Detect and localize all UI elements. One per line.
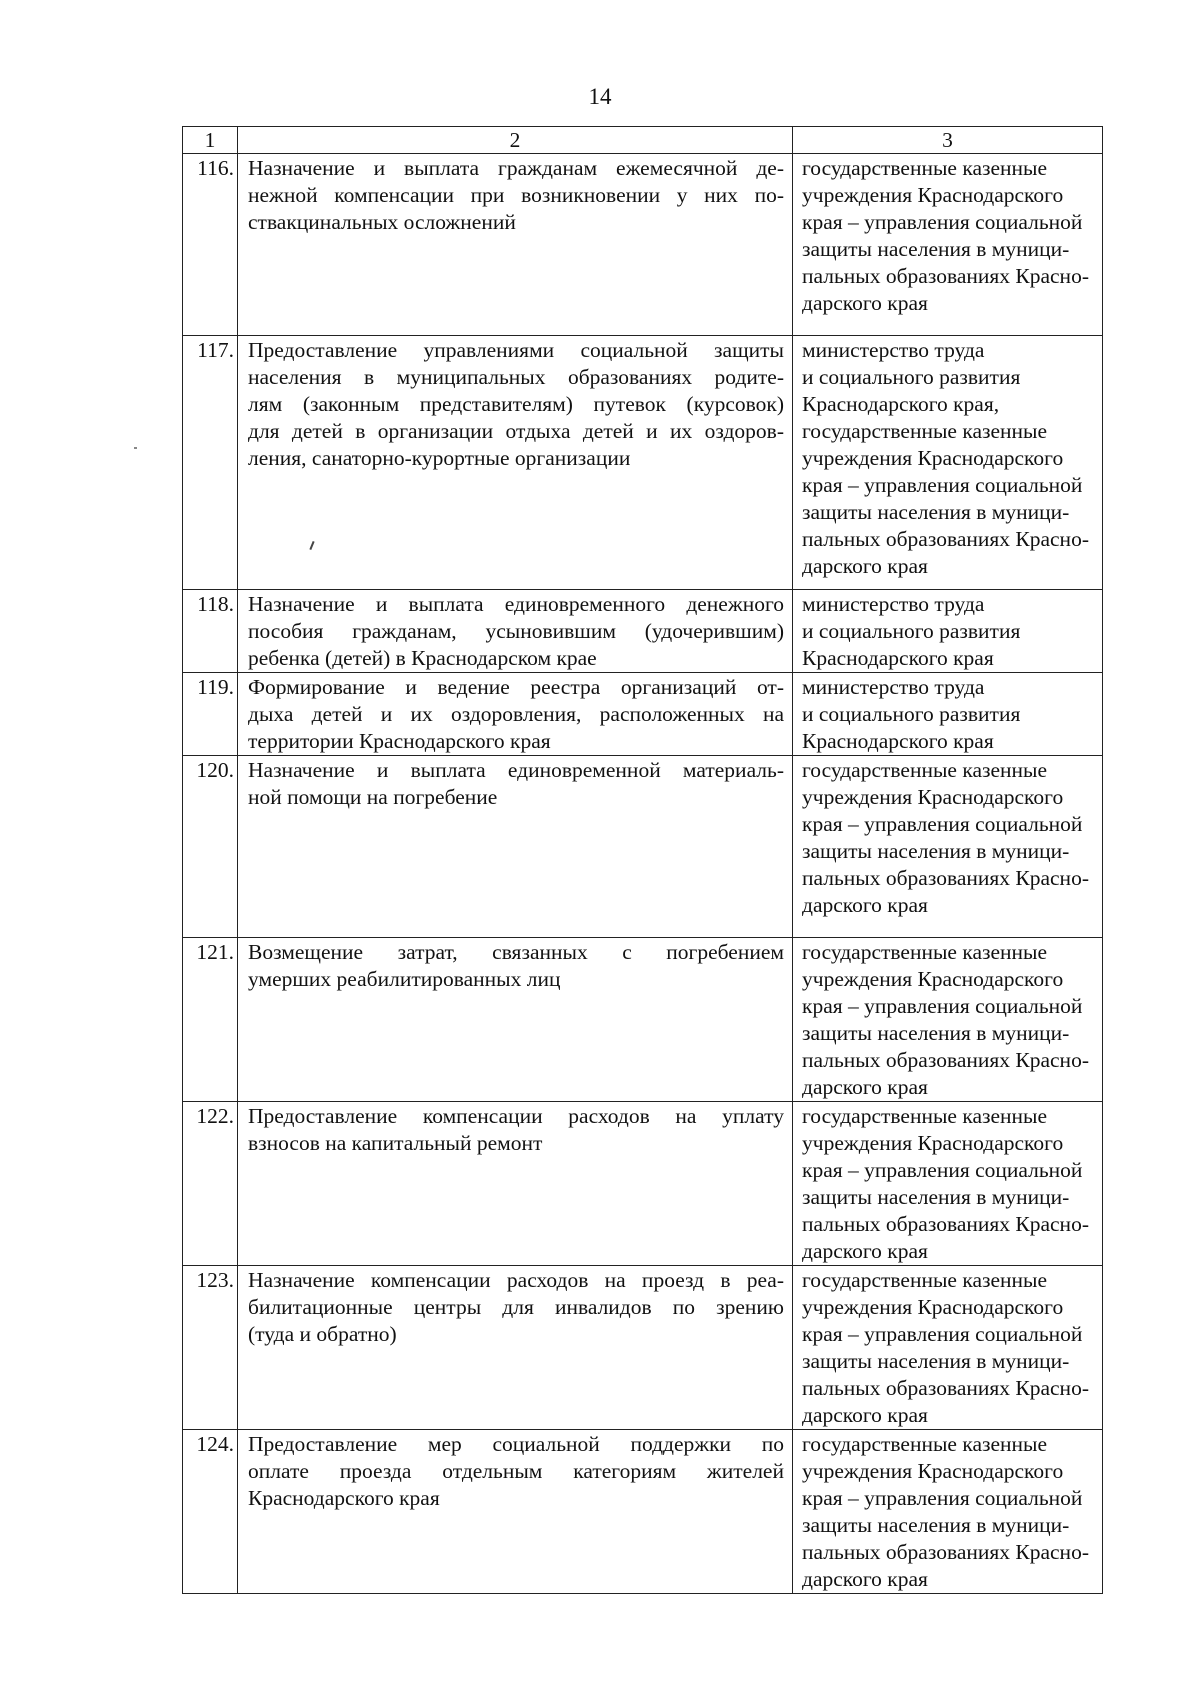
organization-line: дарского края bbox=[802, 1239, 928, 1263]
organization-line: и социального развития bbox=[802, 702, 1021, 726]
column-header-number: 1 bbox=[183, 127, 238, 154]
service-name-line: для детей в организации отдыха детей и их оздоров- bbox=[248, 419, 784, 443]
row-number: 124. bbox=[183, 1430, 238, 1594]
service-name-cell bbox=[238, 938, 793, 1102]
organization-line: государственные казенные bbox=[802, 940, 1048, 964]
service-name-line: населения в муниципальных образованиях родите- bbox=[248, 365, 784, 389]
service-name-cell bbox=[238, 1266, 793, 1430]
organization-line: и социального развития bbox=[802, 619, 1021, 643]
organization-line: защиты населения в муници- bbox=[802, 839, 1070, 863]
service-name-line: Назначение компенсации расходов на проезд в реа- bbox=[248, 1268, 784, 1292]
organization-line: учреждения Краснодарского bbox=[802, 183, 1064, 207]
organization-line: пальных образованиях Красно- bbox=[802, 1376, 1089, 1400]
organization-line: защиты населения в муници- bbox=[802, 1513, 1070, 1537]
organization-line: учреждения Краснодарского bbox=[802, 1295, 1064, 1319]
organization-line: пальных образованиях Красно- bbox=[802, 527, 1089, 551]
service-name-line: нежной компенсации при возникновении у них по- bbox=[248, 183, 784, 207]
service-name-line: оплате проезда отдельным категориям жителей bbox=[248, 1459, 784, 1483]
table-row bbox=[183, 154, 1103, 336]
table-row bbox=[183, 756, 1103, 938]
organization-line: учреждения Краснодарского bbox=[802, 1459, 1064, 1483]
service-name-line: ребенка (детей) в Краснодарском крае bbox=[248, 646, 597, 670]
organization-line: края – управления социальной bbox=[802, 210, 1083, 234]
organization-line: края – управления социальной bbox=[802, 1158, 1083, 1182]
organization-line: Краснодарского края bbox=[802, 729, 994, 753]
service-name-line: Предоставление компенсации расходов на уплату bbox=[248, 1104, 784, 1128]
services-table bbox=[182, 126, 1103, 1594]
organization-line: и социального развития bbox=[802, 365, 1021, 389]
organization-line: учреждения Краснодарского bbox=[802, 1131, 1064, 1155]
organization-line: дарского края bbox=[802, 1567, 928, 1591]
service-name-line: территории Краснодарского края bbox=[248, 729, 551, 753]
organization-line: края – управления социальной bbox=[802, 994, 1083, 1018]
organization-line: пальных образованиях Красно- bbox=[802, 1212, 1089, 1236]
service-name-line: взносов на капитальный ремонт bbox=[248, 1131, 543, 1155]
service-name-line: Предоставление мер социальной поддержки по bbox=[248, 1432, 784, 1456]
organization-line: дарского края bbox=[802, 893, 928, 917]
organization-line: защиты населения в муници- bbox=[802, 237, 1070, 261]
organization-line: защиты населения в муници- bbox=[802, 1349, 1070, 1373]
row-number: 117. bbox=[183, 336, 238, 590]
organization-line: министерство труда bbox=[802, 592, 985, 616]
organization-line: Краснодарского края, bbox=[802, 392, 1000, 416]
service-name-line: ствакцинальных осложнений bbox=[248, 210, 516, 234]
service-name-cell bbox=[238, 756, 793, 938]
table-row bbox=[183, 673, 1103, 756]
table-row bbox=[183, 1266, 1103, 1430]
organization-line: дарского края bbox=[802, 1075, 928, 1099]
organization-line: пальных образованиях Красно- bbox=[802, 264, 1089, 288]
organization-line: защиты населения в муници- bbox=[802, 500, 1070, 524]
service-name-line: Назначение и выплата единовременной материаль- bbox=[248, 758, 784, 782]
service-name-line: Назначение и выплата гражданам ежемесячной де- bbox=[248, 156, 784, 180]
service-name-line: Возмещение затрат, связанных с погребением bbox=[248, 940, 784, 964]
table-row bbox=[183, 336, 1103, 590]
organization-line: края – управления социальной bbox=[802, 473, 1083, 497]
organization-line: государственные казенные bbox=[802, 156, 1048, 180]
responsible-organization-cell bbox=[793, 938, 1103, 1102]
responsible-organization-cell bbox=[793, 756, 1103, 938]
row-number: 116. bbox=[183, 154, 238, 336]
service-name-cell bbox=[238, 154, 793, 336]
organization-line: защиты населения в муници- bbox=[802, 1021, 1070, 1045]
organization-line: учреждения Краснодарского bbox=[802, 785, 1064, 809]
service-name-cell bbox=[238, 590, 793, 673]
organization-line: государственные казенные bbox=[802, 1104, 1048, 1128]
service-name-line: пособия гражданам, усыновившим (удочерившим) bbox=[248, 619, 784, 643]
service-name-line: билитационные центры для инвалидов по зрению bbox=[248, 1295, 784, 1319]
organization-line: государственные казенные bbox=[802, 419, 1048, 443]
organization-line: края – управления социальной bbox=[802, 1322, 1083, 1346]
responsible-organization-cell bbox=[793, 1102, 1103, 1266]
table-header-row bbox=[183, 127, 1103, 154]
table-row bbox=[183, 590, 1103, 673]
organization-line: защиты населения в муници- bbox=[802, 1185, 1070, 1209]
organization-line: дарского края bbox=[802, 554, 928, 578]
service-name-cell bbox=[238, 673, 793, 756]
row-number: 118. bbox=[183, 590, 238, 673]
row-number: 120. bbox=[183, 756, 238, 938]
service-name-cell bbox=[238, 1102, 793, 1266]
organization-line: пальных образованиях Красно- bbox=[802, 866, 1089, 890]
row-number: 123. bbox=[183, 1266, 238, 1430]
organization-line: государственные казенные bbox=[802, 1268, 1048, 1292]
responsible-organization-cell bbox=[793, 1266, 1103, 1430]
row-number: 122. bbox=[183, 1102, 238, 1266]
table-body bbox=[183, 154, 1103, 1594]
row-number: 121. bbox=[183, 938, 238, 1102]
page-number: 14 bbox=[588, 84, 612, 109]
organization-line: Краснодарского края bbox=[802, 646, 994, 670]
organization-line: пальных образованиях Красно- bbox=[802, 1540, 1089, 1564]
service-name-cell bbox=[238, 336, 793, 590]
service-name-line: умерших реабилитированных лиц bbox=[248, 967, 561, 991]
responsible-organization-cell bbox=[793, 673, 1103, 756]
responsible-organization-cell bbox=[793, 336, 1103, 590]
organization-line: дарского края bbox=[802, 1403, 928, 1427]
organization-line: государственные казенные bbox=[802, 1432, 1048, 1456]
responsible-organization-cell bbox=[793, 154, 1103, 336]
responsible-organization-cell bbox=[793, 590, 1103, 673]
service-name-line: ления, санаторно-курортные организации bbox=[248, 446, 631, 470]
organization-line: учреждения Краснодарского bbox=[802, 967, 1064, 991]
column-header-organization: 3 bbox=[793, 127, 1103, 154]
organization-line: дарского края bbox=[802, 291, 928, 315]
scan-speck bbox=[134, 447, 137, 449]
service-name-line: Назначение и выплата единовременного денежного bbox=[248, 592, 784, 616]
table-row bbox=[183, 1430, 1103, 1594]
row-number: 119. bbox=[183, 673, 238, 756]
organization-line: государственные казенные bbox=[802, 758, 1048, 782]
column-header-service: 2 bbox=[238, 127, 793, 154]
table-row bbox=[183, 938, 1103, 1102]
organization-line: края – управления социальной bbox=[802, 812, 1083, 836]
service-name-line: дыха детей и их оздоровления, расположенных на bbox=[248, 702, 784, 726]
service-name-line: Предоставление управлениями социальной защиты bbox=[248, 338, 784, 362]
service-name-line: ной помощи на погребение bbox=[248, 785, 498, 809]
organization-line: министерство труда bbox=[802, 675, 985, 699]
organization-line: пальных образованиях Красно- bbox=[802, 1048, 1089, 1072]
organization-line: края – управления социальной bbox=[802, 1486, 1083, 1510]
responsible-organization-cell bbox=[793, 1430, 1103, 1594]
service-name-line: Краснодарского края bbox=[248, 1486, 440, 1510]
service-name-line: (туда и обратно) bbox=[248, 1322, 397, 1346]
organization-line: учреждения Краснодарского bbox=[802, 446, 1064, 470]
organization-line: министерство труда bbox=[802, 338, 985, 362]
table-row bbox=[183, 1102, 1103, 1266]
service-name-cell bbox=[238, 1430, 793, 1594]
service-name-line: Формирование и ведение реестра организаций от- bbox=[248, 675, 784, 699]
service-name-line: лям (законным представителям) путевок (курсовок) bbox=[248, 392, 784, 416]
